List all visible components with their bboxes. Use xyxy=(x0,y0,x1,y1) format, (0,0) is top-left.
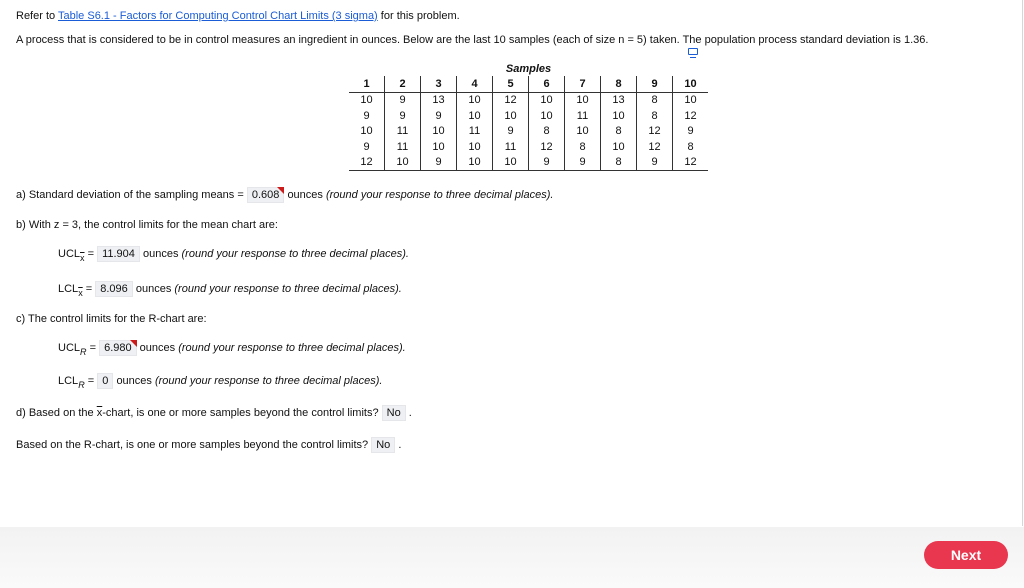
table-cell: 13 xyxy=(601,92,637,108)
table-cell: 9 xyxy=(673,124,709,140)
table-cell: 12 xyxy=(673,108,709,124)
table-cell: 10 xyxy=(565,124,601,140)
table-cell: 9 xyxy=(363,109,370,122)
table-cell: 10 xyxy=(457,92,493,108)
lcl-xbar-line xyxy=(58,281,402,297)
table-cell: 9 xyxy=(529,155,565,171)
table-cell: 9 xyxy=(421,155,457,171)
table-cell: 8 xyxy=(673,139,709,155)
notepad-icon[interactable] xyxy=(688,48,698,55)
refer-prefix: Refer to xyxy=(16,10,56,22)
equals-sign: = xyxy=(87,375,95,387)
table-cell: 9 xyxy=(493,124,529,140)
part-d-xbar xyxy=(16,405,412,421)
lcl-r-hint: (round your response to three decimal places). xyxy=(154,375,383,387)
table-cell: 9 xyxy=(421,108,457,124)
table-cell: 13 xyxy=(421,92,457,108)
part-a-units: ounces xyxy=(287,189,323,201)
table-cell: 10 xyxy=(385,155,421,171)
table-cell: 12 xyxy=(637,139,673,155)
table-cell: 10 xyxy=(601,108,637,124)
equals-sign: = xyxy=(87,248,95,260)
table-cell: 12 xyxy=(637,124,673,140)
table-cell: 11 xyxy=(493,139,529,155)
period: . xyxy=(408,407,412,419)
table-cell: 10 xyxy=(673,92,709,108)
ucl-r-answer[interactable]: 6.980 xyxy=(99,340,137,356)
part-a-prefix: a) Standard deviation of the sampling means = xyxy=(16,189,244,201)
std-dev-answer[interactable]: 0.608 xyxy=(247,187,285,203)
table-row xyxy=(349,124,708,140)
footer-bar xyxy=(0,527,1024,588)
table-cell: 10 xyxy=(457,155,493,171)
ucl-r-hint: (round your response to three decimal places). xyxy=(178,342,406,354)
xbar-symbol: $\overline{x}$ xyxy=(96,407,103,419)
samples-caption: Samples xyxy=(505,63,552,75)
sample-header: 3 xyxy=(421,76,457,92)
ucl-r-units: ounces xyxy=(139,342,176,354)
lcl-r-answer[interactable]: 0 xyxy=(97,373,113,389)
ucl-r-line xyxy=(58,340,406,356)
table-cell: 11 xyxy=(457,124,493,140)
problem-statement: A process that is considered to be in control measures an ingredient in ounces. Below are the last 10 samples (each of size n = 5) taken. The population process standard deviation is 1.36. xyxy=(16,34,929,46)
samples-table xyxy=(349,62,708,171)
table-cell: 10 xyxy=(360,125,373,138)
table-cell: 10 xyxy=(421,139,457,155)
lcl-r-line xyxy=(58,373,382,389)
sample-header: 6 xyxy=(529,76,565,92)
part-d-prefix: d) Based on the xyxy=(16,407,94,419)
table-cell: 10 xyxy=(565,92,601,108)
ucl-xbar-units: ounces xyxy=(142,248,179,260)
next-button[interactable]: Next xyxy=(924,541,1008,569)
r-beyond-answer[interactable]: No xyxy=(371,437,395,453)
table-cell: 8 xyxy=(601,124,637,140)
table-cell: 8 xyxy=(601,155,637,171)
part-b-label: b) With z = 3, the control limits for the mean chart are: xyxy=(16,219,278,231)
sample-header: 5 xyxy=(493,76,529,92)
table-cell: 10 xyxy=(360,94,373,107)
table-cell: 11 xyxy=(385,139,421,155)
sample-header: 7 xyxy=(565,76,601,92)
ucl-xbar-label: $UCL_{\overline{x}}$ xyxy=(58,248,85,263)
table-cell: 10 xyxy=(457,108,493,124)
table-cell: 8 xyxy=(565,139,601,155)
table-cell: 8 xyxy=(529,124,565,140)
table-row xyxy=(349,139,708,155)
table-cell: 10 xyxy=(493,108,529,124)
table-cell: 12 xyxy=(673,155,709,171)
lcl-r-label: $LCL_R$ xyxy=(58,375,85,390)
table-cell: 10 xyxy=(421,124,457,140)
ucl-r-label: $UCL_R$ xyxy=(58,342,87,357)
refer-suffix: for this problem. xyxy=(380,10,460,22)
table-cell: 8 xyxy=(637,108,673,124)
table-cell: 9 xyxy=(363,140,370,153)
lcl-r-units: ounces xyxy=(116,375,152,387)
part-d-r xyxy=(16,437,401,453)
ucl-xbar-hint: (round your response to three decimal places). xyxy=(181,248,409,260)
table-cell: 10 xyxy=(457,139,493,155)
table-cell: 11 xyxy=(565,108,601,124)
ucl-xbar-answer[interactable]: 11.904 xyxy=(97,246,140,262)
table-cell: 9 xyxy=(565,155,601,171)
table-cell: 12 xyxy=(349,155,385,171)
equals-sign: = xyxy=(89,342,97,354)
part-a-hint: (round your response to three decimal places). xyxy=(325,189,554,201)
equals-sign: = xyxy=(85,283,93,295)
table-cell: 10 xyxy=(529,108,565,124)
r-chart-question: Based on the R-chart, is one or more samples beyond the control limits? xyxy=(16,439,369,451)
table-cell: 12 xyxy=(529,139,565,155)
part-c-label: c) The control limits for the R-chart are: xyxy=(16,313,207,325)
table-row xyxy=(349,155,708,171)
table-cell: 9 xyxy=(385,92,421,108)
table-s6-1-link[interactable]: Table S6.1 - Factors for Computing Control Chart Limits (3 sigma) xyxy=(58,10,378,22)
table-row xyxy=(349,92,708,108)
table-cell: 10 xyxy=(529,92,565,108)
table-cell: 12 xyxy=(493,92,529,108)
part-a xyxy=(16,187,553,203)
samples-body xyxy=(349,76,708,171)
table-cell: 10 xyxy=(493,155,529,171)
table-row xyxy=(349,108,708,124)
refer-line xyxy=(16,10,460,22)
table-cell: 8 xyxy=(637,92,673,108)
lcl-xbar-units: ounces xyxy=(135,283,172,295)
lcl-xbar-hint: (round your response to three decimal places). xyxy=(174,283,402,295)
sample-header: 2 xyxy=(385,76,421,92)
ucl-xbar-line xyxy=(58,246,409,262)
sample-header: 8 xyxy=(601,76,637,92)
part-d-question: -chart, is one or more samples beyond the control limits? xyxy=(102,407,379,419)
lcl-xbar-label: $LCL_{\overline{x}}$ xyxy=(58,283,83,298)
table-cell: 11 xyxy=(385,124,421,140)
lcl-xbar-answer[interactable]: 8.096 xyxy=(95,281,133,297)
table-cell: 9 xyxy=(637,155,673,171)
period: . xyxy=(398,439,402,451)
sample-header: 9 xyxy=(637,76,673,92)
xbar-beyond-answer[interactable]: No xyxy=(382,405,406,421)
sample-header: 10 xyxy=(673,76,709,92)
table-cell: 9 xyxy=(385,108,421,124)
table-cell: 10 xyxy=(601,139,637,155)
sample-header: 1 xyxy=(349,76,385,92)
sample-header: 4 xyxy=(457,76,493,92)
